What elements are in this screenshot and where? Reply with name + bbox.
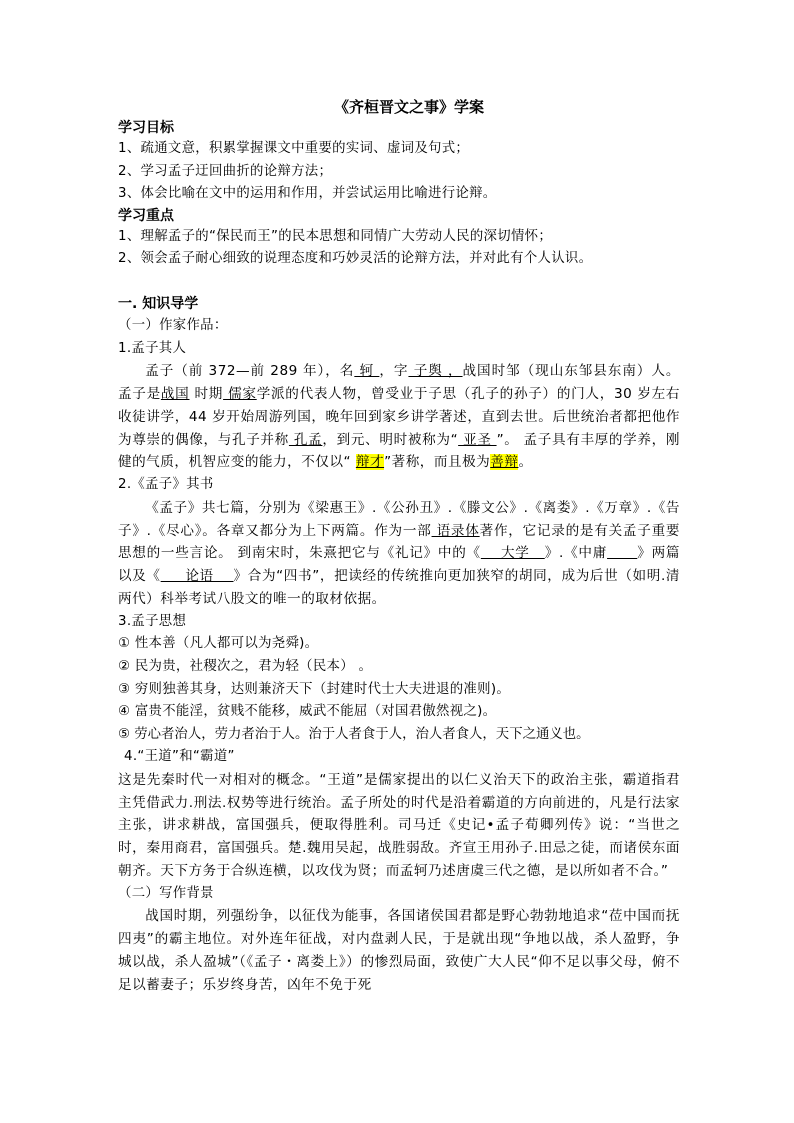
background-heading: （二）写作背景: [118, 885, 214, 901]
text-run: 战国时邹（现山东邹县东南）人。 孟子是: [118, 363, 681, 402]
thought-item: ① 性本善（凡人都可以为尧舜)。: [118, 636, 319, 652]
thought-item: ② 民为贵，社稷次之，君为轻（民本） 。: [118, 658, 373, 674]
fill-in-name: 轲: [354, 363, 380, 380]
highlight-shanbian: 善辩: [490, 454, 519, 471]
text-run: ”。 孟子具有丰厚的学养，刚健的气质，机智应变的能力，不仅以“: [118, 431, 680, 471]
text-run: 》.《中庸: [544, 545, 608, 562]
fill-in-school: 儒家: [223, 385, 257, 402]
goal-item: 1、疏通文意，积累掌握课文中重要的实词、虚词及句式；: [118, 141, 470, 156]
document-page: [118, 96, 680, 997]
text-run: 著作，它记录的是有关孟子重要思想的一些言论。 到南宋时，朱熹把它与《礼记》中的《: [118, 522, 681, 562]
mencius-book-heading: 2.《孟子》其书: [118, 477, 214, 493]
thought-item: ④ 富贵不能淫，贫贱不能移，威武不能屈（对国君傲然视之)。: [118, 704, 497, 720]
fill-in-kongmeng: 孔孟: [288, 431, 323, 448]
background-paragraph: 战国时期，列强纷争，以征伐为能事，各国诸侯国君都是野心勃勃地追求“莅中国而抚四夷”的霸主地位。对外连年征战，对内盘剥人民，于是就出现“争地以战，杀人盈野，争城以战，杀人盈城”（《孟子・离娄上》）的惨烈局面，致使广大人民“仰不足以事父母，俯不足以蓄妻子；乐岁终身苦，凶年不免于死: [118, 908, 680, 993]
spacer: [118, 271, 680, 293]
text-run: 》两篇以及《: [118, 545, 681, 585]
text-run: 学派的代表人物，曾受业于子思（孔子的孙子）的门人，30 岁左右收徒讲学，44 岁开始周游列国，晚年回到家乡讲学著述，直到去世。后世统治者都把他作为尊崇的偶像，与孔子并称: [118, 385, 681, 448]
fill-in-period: 战国: [160, 385, 190, 402]
mencius-person-heading: 1.孟子其人: [118, 340, 187, 356]
mencius-person-paragraph: [118, 360, 680, 474]
subsection-heading: （一）作家作品：: [118, 317, 228, 333]
text-run: 。: [518, 454, 533, 471]
text-run: 孟子（前 372—前 289 年），名: [145, 363, 355, 380]
text-run: ，到元、明时被称为“: [322, 431, 459, 448]
document-title: 《齐桓晋文之事》学案: [333, 98, 484, 116]
text-run: 》合为“四书”，把读经的传统推向更加狭窄的胡同，成为后世（如明.清两代）科举考试八股文的唯一的取材依据。: [118, 568, 681, 607]
mencius-thought-heading: 3.孟子思想: [118, 613, 187, 629]
goal-item: 3、体会比喻在文中的运用和作用，并尝试运用比喻进行论辩。: [118, 186, 497, 202]
thought-item: ⑤ 劳心者治人，劳力者治于人。治于人者食于人，治人者食人，天下之通义也。: [118, 726, 590, 742]
text-run: 《孟子》共七篇，分别为《梁惠王》.《公孙丑》.《滕文公》.《离娄》.《万章》.《告子》.《尽心》。各章又都分为上下两篇。作为一部: [118, 499, 680, 539]
goal-item: 2、学习孟子迂回曲折的论辩方法；: [118, 163, 333, 179]
fill-in-daxue: 大学: [480, 545, 545, 562]
highlight-biancai: 辩才: [355, 454, 385, 471]
fill-in-yasheng: 亚圣: [458, 431, 497, 448]
focus-item: 1、理解孟子的“保民而王”的民本思想和同情广大劳动人民的深切情怀；: [118, 228, 553, 244]
fill-in-courtesy-name: 子舆 ，: [408, 363, 463, 380]
text-run: ，字: [379, 363, 409, 380]
text-run: ”著称，而且极为: [384, 454, 491, 471]
wangdao-badao-heading: 4.“王道”和“霸道”: [124, 749, 235, 765]
goals-heading: 学习目标: [118, 120, 174, 136]
text-run: 时期: [189, 385, 224, 402]
wangdao-badao-paragraph: 这是先秦时代一对相对的概念。“王道”是儒家提出的以仁义治天下的政治主张，霸道指君主凭借武力.刑法.权势等进行统治。孟子所处的时代是沿着霸道的方向前进的，凡是行法家主张，讲求耕战，富国强兵，便取得胜利。司马迁《史记•孟子荀卿列传》说：“当世之时，秦用商君，富国强兵。楚.魏用吴起，战胜弱敌。齐宣王用孙子.田忌之徒，而诸侯东面朝齐。天下方务于合纵连横，以攻伐为贤；而孟轲乃述唐虞三代之德，是以所如者不合。”: [118, 771, 680, 880]
thought-item: ③ 穷则独善其身，达则兼济天下（封建时代士大夫进退的准则)。: [118, 681, 511, 697]
mencius-book-paragraph: [118, 497, 680, 611]
fill-in-lunyu: 论语: [160, 568, 234, 585]
section-heading: 一. 知识导学: [118, 295, 199, 312]
fill-in-zhongyong-blank: [607, 545, 637, 561]
focus-heading: 学习重点: [118, 207, 174, 224]
fill-in-yulu: 语录体: [431, 522, 480, 539]
focus-item: 2、领会孟子耐心细致的说理态度和巧妙灵活的论辩方法，并对此有个人认识。: [118, 251, 593, 267]
